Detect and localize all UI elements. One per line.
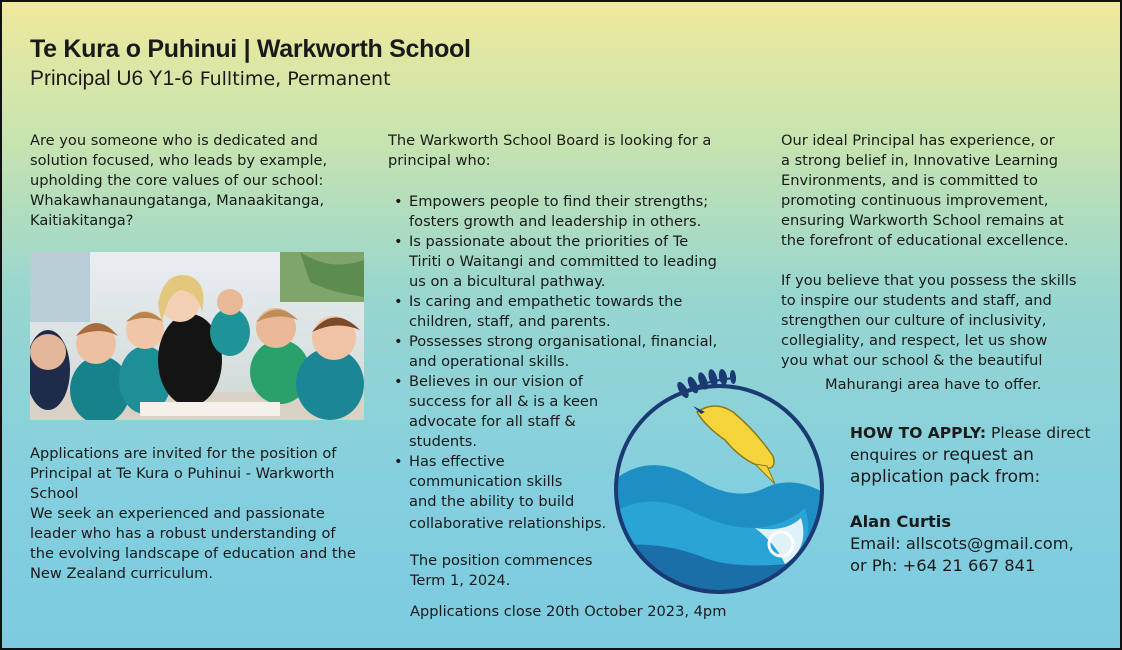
ideal-line: to inspire our students and staff, and	[781, 292, 1052, 309]
ideal-line: the forefront of educational excellence.	[781, 232, 1069, 249]
contact-email: Email: allscots@gmail.com,	[850, 534, 1074, 553]
requirement-line: and operational skills.	[409, 353, 570, 370]
requirement-line: • Has effective	[409, 453, 505, 470]
intro-line: Whakawhanaungatanga, Manaakitanga,	[30, 192, 325, 209]
ideal-line	[781, 251, 1111, 271]
applications-line: We seek an experienced and passionate	[30, 505, 325, 522]
ideal-line: you what our school & the beautiful	[781, 352, 1043, 369]
applications-line: leader who has a robust understanding of	[30, 525, 336, 542]
requirement-line: children, staff, and parents.	[409, 313, 611, 330]
applications-line: the evolving landscape of education and the	[30, 545, 356, 562]
requirement-line: • Is passionate about the priorities of Te	[409, 233, 689, 250]
requirement-line: • Believes in our vision of	[409, 373, 583, 390]
apply-text: enquires or	[850, 446, 938, 464]
intro-line: Are you someone who is dedicated and	[30, 132, 318, 149]
requirement-line: Tiriti o Waitangi and committed to leading	[409, 253, 717, 270]
ideal-last-line: Mahurangi area have to offer.	[825, 376, 1042, 393]
intro-line: Kaitiakitanga?	[30, 212, 134, 229]
how-to-apply	[850, 422, 1100, 488]
ideal-line: If you believe that you possess the skills	[781, 272, 1077, 289]
employment-type: Fulltime, Permanent	[199, 68, 391, 90]
school-logo	[605, 368, 833, 596]
requirement-item	[390, 192, 730, 232]
requirement-line: collaborative relationships.	[409, 515, 607, 532]
position-name: Principal U6 Y1-6	[30, 67, 194, 90]
contact-phone: or Ph: +64 21 667 841	[850, 556, 1036, 575]
commence-line: Term 1, 2024.	[410, 572, 511, 589]
board-intro-line: The Warkworth School Board is looking for a	[388, 132, 712, 149]
applications-paragraph	[30, 444, 370, 584]
requirement-item	[390, 332, 730, 372]
intro-line: upholding the core values of our school:	[30, 172, 324, 189]
requirement-line: • Is caring and empathetic towards the	[409, 293, 683, 310]
contact-details	[850, 511, 1110, 577]
apply-text: Please direct	[990, 424, 1091, 442]
ideal-line: collegiality, and respect, let us show	[781, 332, 1048, 349]
intro-line: solution focused, who leads by example,	[30, 152, 328, 169]
board-intro	[388, 131, 738, 171]
school-title: Te Kura o Puhinui | Warkworth School	[30, 35, 471, 63]
requirement-item	[390, 232, 730, 292]
requirement-line: • Possesses strong organisational, financial,	[409, 333, 718, 350]
ideal-line: ensuring Warkworth School remains at	[781, 212, 1064, 229]
requirement-line: • Empowers people to find their strengths;	[409, 193, 709, 210]
intro-paragraph	[30, 131, 360, 231]
requirement-line: success for all & is a keen	[409, 393, 599, 410]
board-intro-line: principal who:	[388, 152, 491, 169]
classroom-photo	[30, 252, 364, 420]
requirement-line: fosters growth and leadership in others.	[409, 213, 702, 230]
requirement-line: communication skills	[409, 473, 563, 490]
applications-line: New Zealand curriculum.	[30, 565, 214, 582]
requirement-line: us on a bicultural pathway.	[409, 273, 606, 290]
requirement-line: and the ability to build	[409, 493, 575, 510]
ideal-line: strengthen our culture of inclusivity,	[781, 312, 1047, 329]
apply-text: request an	[942, 445, 1034, 465]
applications-line: Principal at Te Kura o Puhinui - Warkworth	[30, 465, 335, 482]
ideal-principal-paragraph	[781, 131, 1111, 371]
applications-line: School	[30, 485, 79, 502]
how-to-apply-heading: HOW TO APPLY:	[850, 424, 987, 442]
commence-line: The position commences	[410, 552, 593, 569]
ideal-line: a strong belief in, Innovative Learning	[781, 152, 1059, 169]
ideal-line: Our ideal Principal has experience, or	[781, 132, 1055, 149]
ideal-line: Environments, and is committed to	[781, 172, 1038, 189]
apply-text: application pack from:	[850, 467, 1041, 487]
requirement-line: students.	[409, 433, 478, 450]
closing-date: Applications close 20th October 2023, 4pm	[410, 603, 727, 620]
position-subtitle	[30, 66, 391, 91]
ideal-line: promoting continuous improvement,	[781, 192, 1049, 209]
requirement-item	[390, 292, 730, 332]
requirement-line: advocate for all staff &	[409, 413, 576, 430]
contact-name: Alan Curtis	[850, 512, 952, 531]
applications-line: Applications are invited for the position of	[30, 445, 337, 462]
